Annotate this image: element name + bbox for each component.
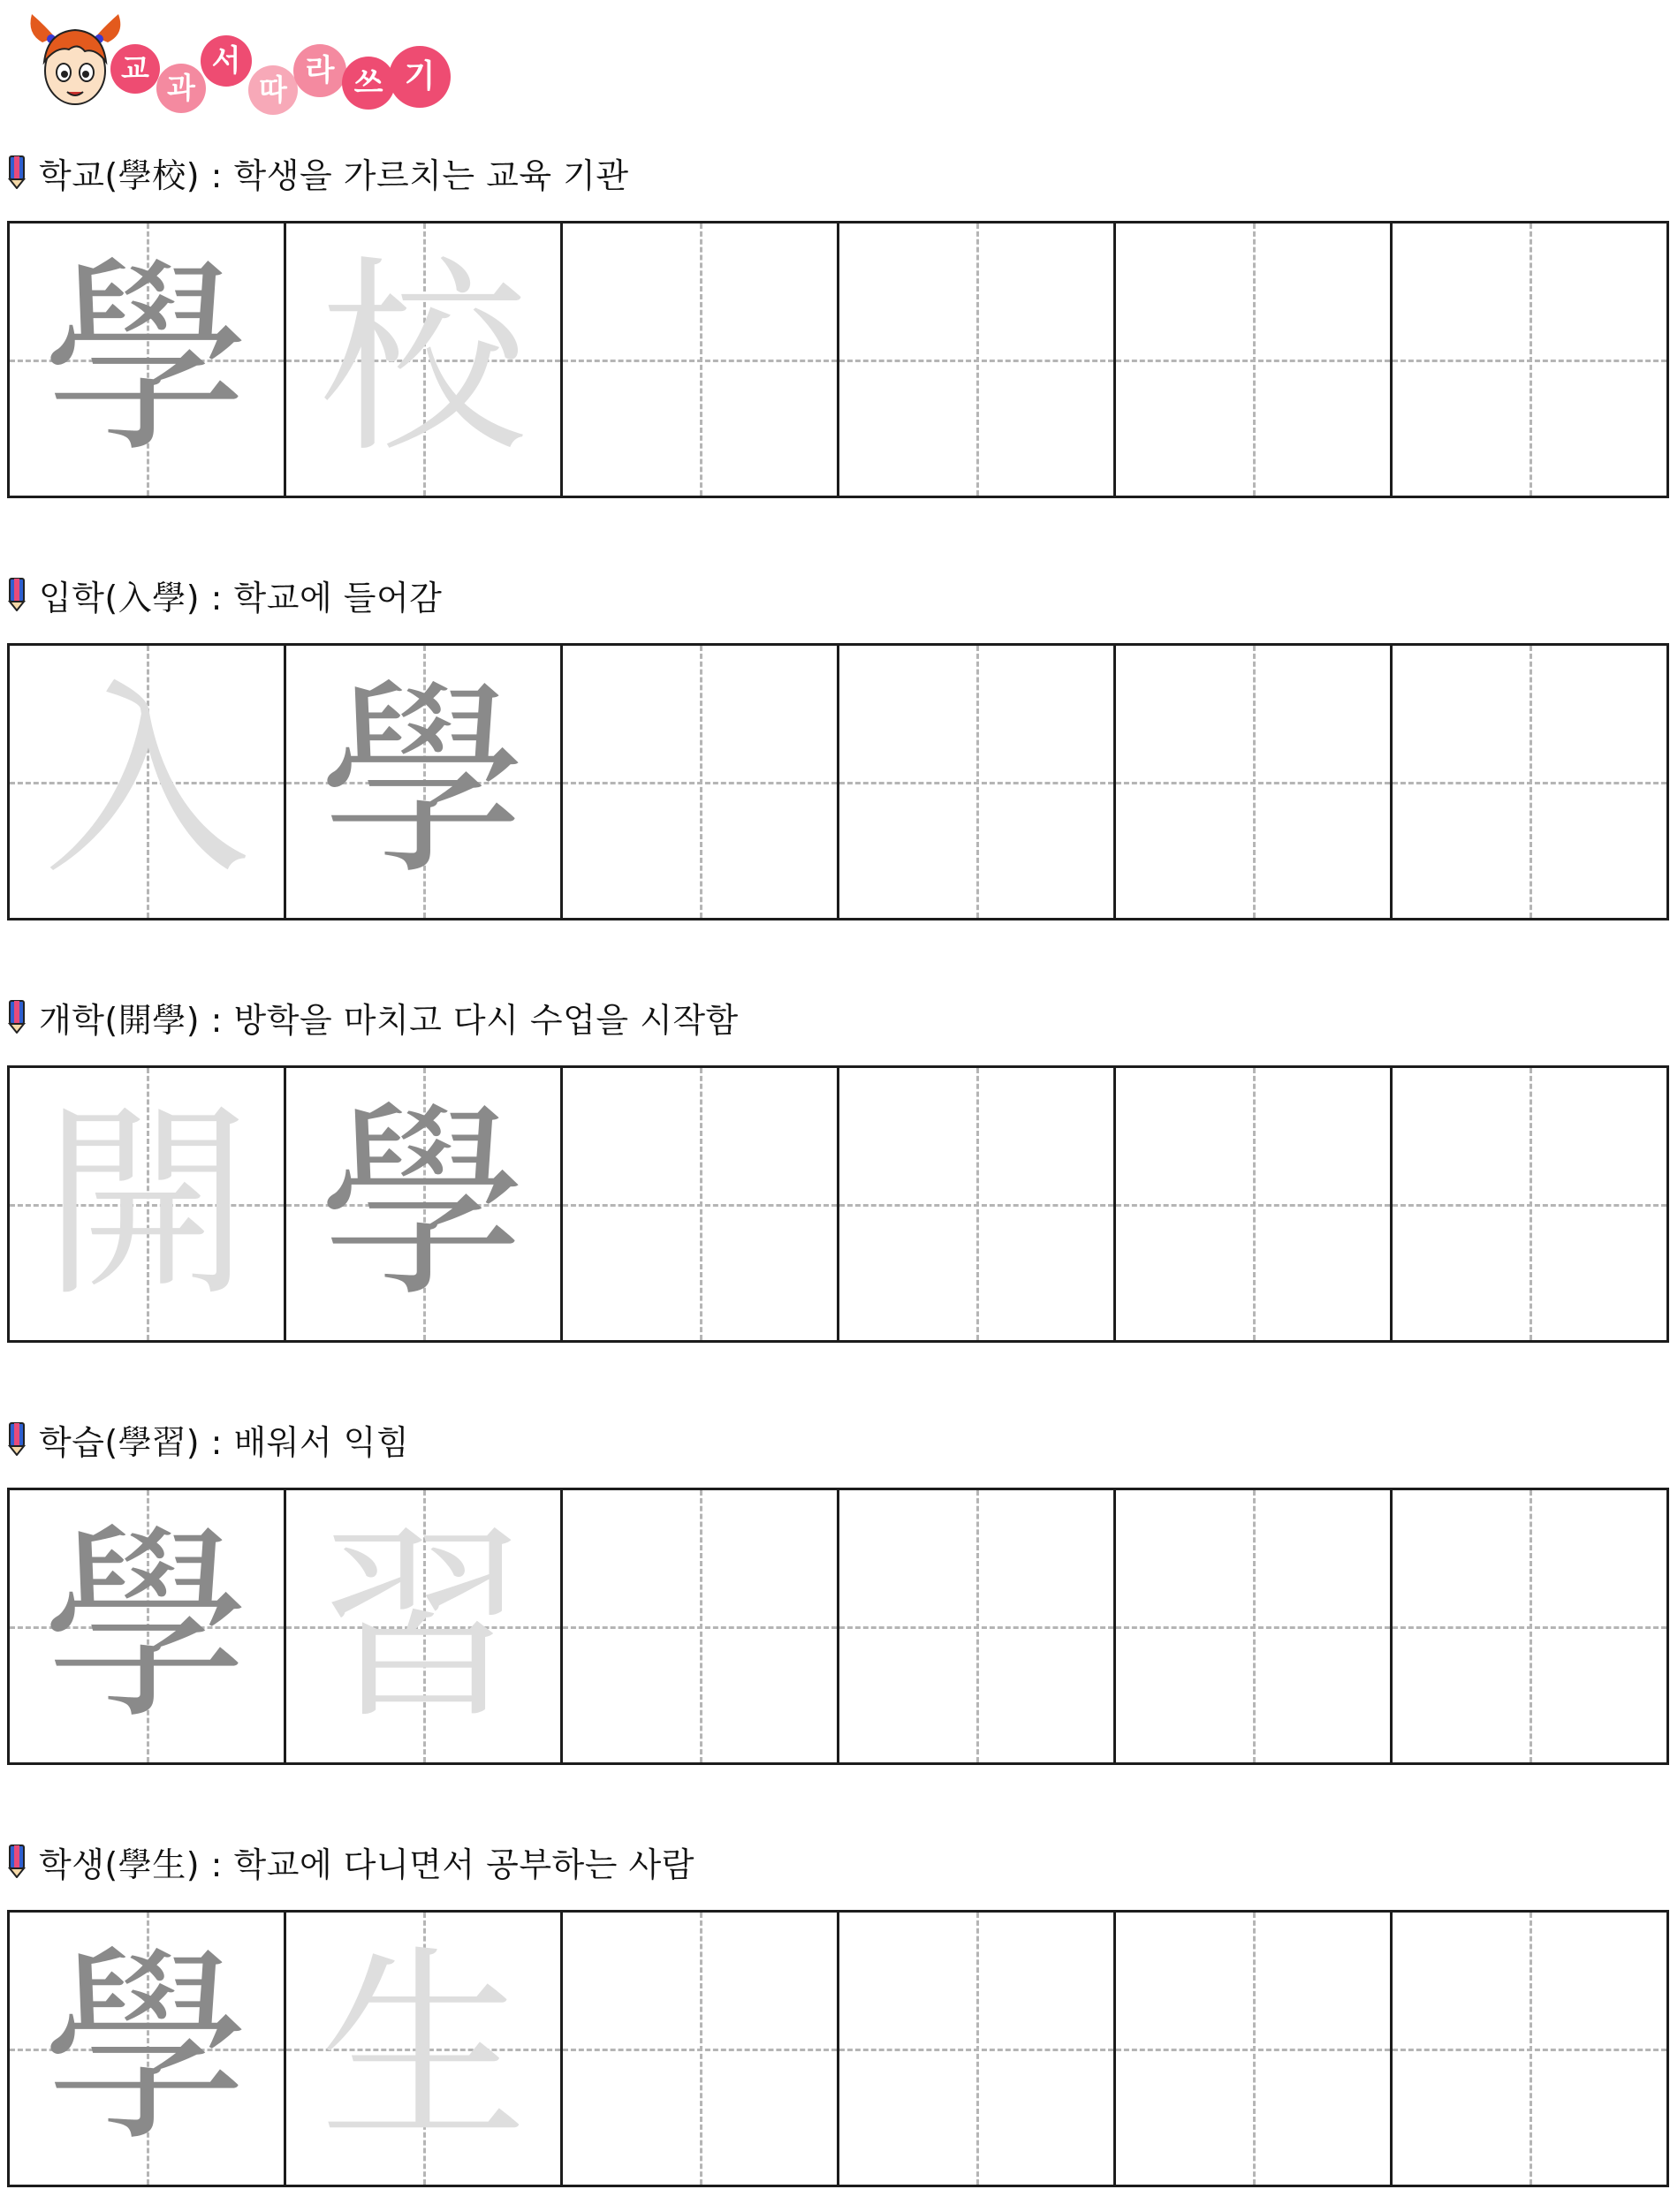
logo-letter: 과	[156, 64, 206, 113]
pencil-icon	[7, 1000, 27, 1034]
model-character: 校	[319, 239, 528, 481]
section-heading	[7, 1417, 409, 1461]
writing-grid	[7, 643, 1669, 920]
logo-letter: 교	[110, 44, 160, 94]
grid-cell[interactable]	[837, 1913, 1113, 2185]
grid-cell[interactable]	[1390, 1068, 1666, 1340]
section-heading	[7, 995, 739, 1039]
grid-cell[interactable]	[1390, 223, 1666, 496]
section-heading-text: 학습(學習) : 배워서 익힘	[39, 1422, 410, 1462]
grid-cell[interactable]	[1390, 1913, 1666, 2185]
grid-cell[interactable]	[1113, 1913, 1390, 2185]
grid-cell[interactable]	[10, 223, 284, 496]
logo-letter: 라	[293, 44, 346, 97]
grid-cell[interactable]	[1113, 646, 1390, 918]
logo-letter: 쓰	[342, 57, 395, 110]
model-character: 學	[42, 1928, 251, 2170]
grid-cell[interactable]	[284, 1913, 560, 2185]
grid-cell[interactable]	[837, 646, 1113, 918]
grid-cell[interactable]	[10, 1490, 284, 1762]
model-character: 學	[319, 661, 528, 903]
logo-letter: 서	[201, 35, 252, 87]
pencil-icon	[7, 1845, 27, 1878]
grid-cell[interactable]	[560, 1068, 837, 1340]
section-heading-text: 개학(開學) : 방학을 마치고 다시 수업을 시작함	[39, 1000, 739, 1040]
grid-cell[interactable]	[1113, 223, 1390, 496]
grid-cell[interactable]	[1390, 646, 1666, 918]
grid-cell[interactable]	[1390, 1490, 1666, 1762]
logo-letter: 기	[389, 46, 451, 108]
model-character: 學	[42, 239, 251, 481]
girl-mascot-icon	[27, 7, 124, 113]
section-heading-text: 학교(學校) : 학생을 가르치는 교육 기관	[39, 155, 629, 195]
grid-cell[interactable]	[837, 223, 1113, 496]
grid-cell[interactable]	[560, 1913, 837, 2185]
grid-cell[interactable]	[560, 1490, 837, 1762]
section-heading-text: 학생(學生) : 학교에 다니면서 공부하는 사람	[39, 1845, 695, 1884]
grid-cell[interactable]	[1113, 1490, 1390, 1762]
grid-cell[interactable]	[284, 223, 560, 496]
grid-cell[interactable]	[560, 223, 837, 496]
model-character: 學	[42, 1505, 251, 1747]
section-heading-text: 입학(入學) : 학교에 들어감	[39, 578, 443, 617]
writing-grid	[7, 221, 1669, 498]
grid-cell[interactable]	[10, 646, 284, 918]
logo-letter: 따	[248, 65, 298, 115]
grid-cell[interactable]	[837, 1068, 1113, 1340]
model-character: 開	[42, 1083, 251, 1325]
model-character: 習	[319, 1505, 528, 1747]
writing-grid	[7, 1065, 1669, 1343]
textbook-copy-logo	[27, 7, 486, 122]
writing-grid	[7, 1488, 1669, 1765]
model-character: 學	[319, 1083, 528, 1325]
section-heading	[7, 572, 442, 617]
pencil-icon	[7, 155, 27, 189]
grid-cell[interactable]	[284, 1068, 560, 1340]
grid-cell[interactable]	[10, 1913, 284, 2185]
writing-grid	[7, 1910, 1669, 2187]
pencil-icon	[7, 1422, 27, 1456]
grid-cell[interactable]	[837, 1490, 1113, 1762]
section-heading	[7, 150, 629, 194]
model-character: 入	[42, 661, 251, 903]
grid-cell[interactable]	[284, 1490, 560, 1762]
grid-cell[interactable]	[284, 646, 560, 918]
grid-cell[interactable]	[1113, 1068, 1390, 1340]
grid-cell[interactable]	[10, 1068, 284, 1340]
pencil-icon	[7, 578, 27, 611]
grid-cell[interactable]	[560, 646, 837, 918]
section-heading	[7, 1839, 695, 1883]
model-character: 生	[319, 1928, 528, 2170]
